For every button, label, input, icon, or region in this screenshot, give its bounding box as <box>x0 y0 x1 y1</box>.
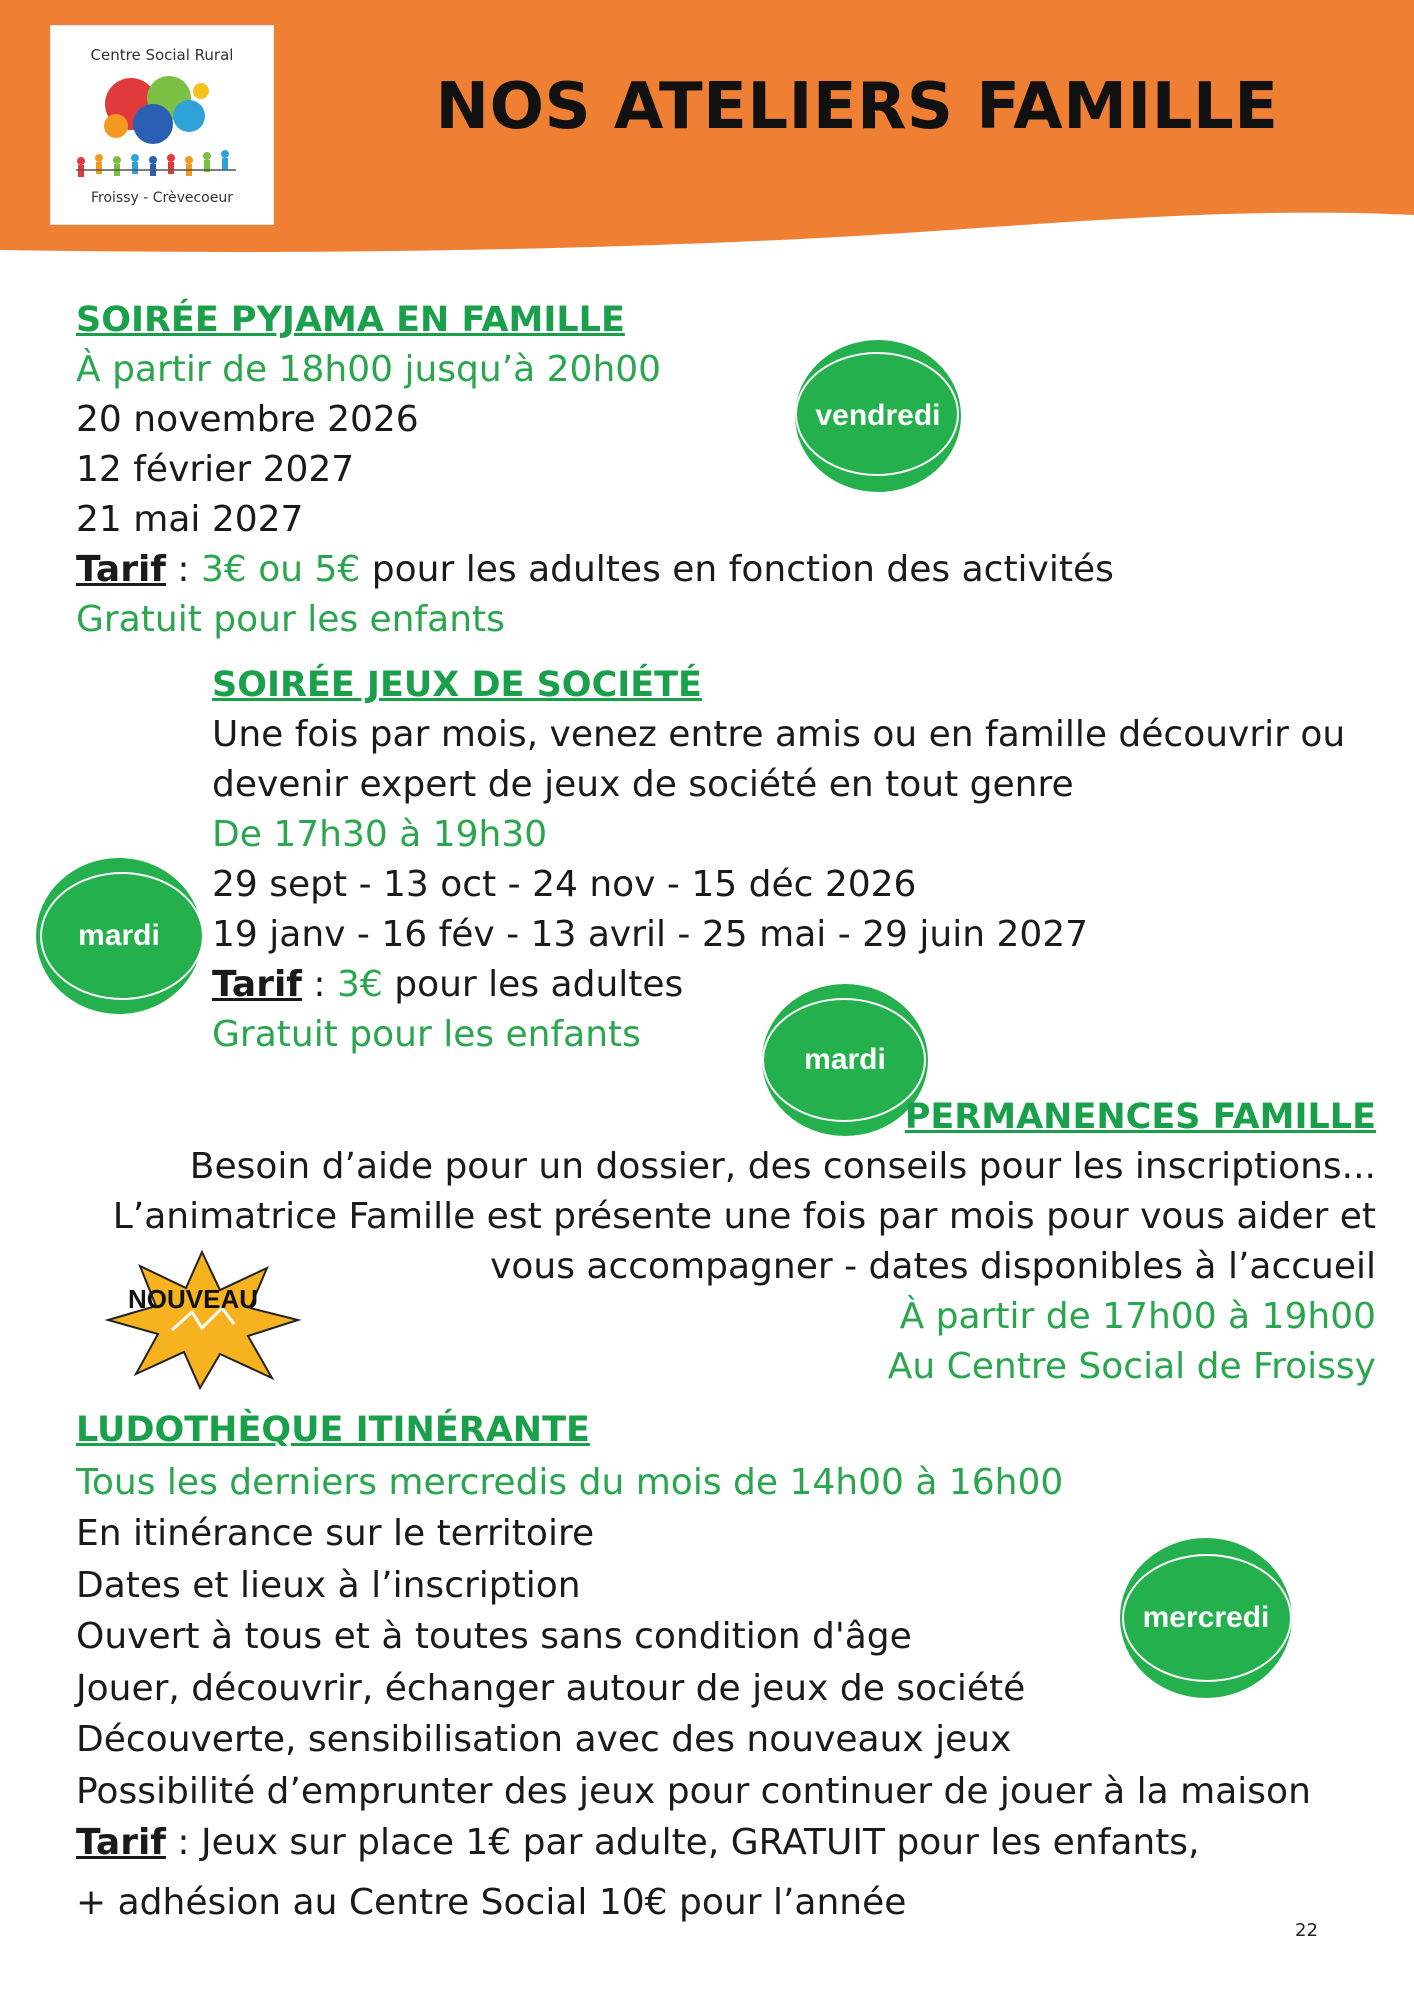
tarif-price: 3€ <box>336 964 383 1005</box>
ludo-line: En itinérance sur le territoire <box>76 1513 595 1554</box>
jeux-free: Gratuit pour les enfants <box>212 1014 641 1055</box>
ludo-heading: LUDOTHÈQUE ITINÉRANTE <box>76 1410 590 1450</box>
pyjama-free: Gratuit pour les enfants <box>76 599 505 640</box>
page-title: NOS ATELIERS FAMILLE <box>435 70 1279 144</box>
section-jeux <box>212 660 1345 1060</box>
jeux-desc: devenir expert de jeux de société en tout genre <box>212 764 1074 805</box>
page-number: 22 <box>1295 1920 1318 1941</box>
tarif-label: Tarif <box>76 549 166 590</box>
permanences-heading: PERMANENCES FAMILLE <box>904 1097 1376 1137</box>
section-permanences <box>113 1092 1376 1392</box>
jeux-tarif: Tarif : 3€ pour les adultes <box>212 964 684 1005</box>
ludo-line: Découverte, sensibilisation avec des nouveaux jeux <box>76 1719 1012 1760</box>
day-badge-mardi: mardi <box>36 858 202 1014</box>
jeux-dates: 29 sept - 13 oct - 24 nov - 15 déc 2026 <box>212 864 917 905</box>
logo-subtitle: Froissy - Crèvecoeur <box>90 190 233 206</box>
ludo-line: Jouer, découvrir, échanger autour de jeux de société <box>76 1667 1026 1709</box>
pyjama-date: 20 novembre 2026 <box>76 399 419 440</box>
permanences-hours: À partir de 17h00 à 19h00 <box>899 1296 1376 1337</box>
pyjama-date: 21 mai 2027 <box>76 499 304 540</box>
tarif-label: Tarif <box>212 964 302 1005</box>
logo-title: Centre Social Rural <box>90 46 234 64</box>
ludo-adhesion: + adhésion au Centre Social 10€ pour l’année <box>76 1881 907 1923</box>
pyjama-date: 12 février 2027 <box>76 449 355 490</box>
ludo-line: Possibilité d’emprunter des jeux pour continuer de jouer à la maison <box>76 1770 1311 1812</box>
pyjama-hours: À partir de 18h00 jusqu’à 20h00 <box>76 349 662 390</box>
nouveau-starburst-icon <box>102 1250 302 1390</box>
ludo-tarif: Tarif : Jeux sur place 1€ par adulte, GRATUIT pour les enfants, <box>76 1822 1200 1863</box>
jeux-desc: Une fois par mois, venez entre amis ou en famille découvrir ou <box>212 714 1346 755</box>
jeux-hours: De 17h30 à 19h30 <box>212 814 548 855</box>
pyjama-heading: SOIRÉE PYJAMA EN FAMILLE <box>76 300 625 340</box>
jeux-dates: 19 janv - 16 fév - 13 avril - 25 mai - 29 juin 2027 <box>212 914 1089 955</box>
pyjama-tarif: Tarif : 3€ ou 5€ pour les adultes en fonction des activités <box>76 549 1114 590</box>
ludo-line: Dates et lieux à l’inscription <box>76 1564 581 1606</box>
tarif-label: Tarif <box>76 1822 166 1863</box>
section-pyjama <box>76 295 1114 645</box>
nouveau-label: NOUVEAU <box>128 1284 259 1314</box>
permanences-place: Au Centre Social de Froissy <box>887 1346 1376 1387</box>
logo-splash-icon <box>61 66 261 186</box>
permanences-text: Besoin d’aide pour un dossier, des conseils pour les inscriptions... <box>189 1146 1376 1187</box>
day-badge-mardi: mardi <box>762 984 928 1136</box>
jeux-heading: SOIRÉE JEUX DE SOCIÉTÉ <box>212 665 702 705</box>
ludo-line: Ouvert à tous et à toutes sans condition d'âge <box>76 1616 912 1657</box>
tarif-price: 3€ ou 5€ <box>200 549 361 590</box>
day-badge-mercredi: mercredi <box>1120 1538 1292 1698</box>
day-badge-vendredi: vendredi <box>795 340 961 492</box>
permanences-text: L’animatrice Famille est présente une fois par mois pour vous aider et <box>112 1196 1376 1237</box>
section-ludo <box>76 1405 1311 1928</box>
permanences-text: vous accompagner - dates disponibles à l’accueil <box>490 1246 1376 1287</box>
ludo-hours: Tous les derniers mercredis du mois de 14h00 à 16h00 <box>76 1461 1064 1503</box>
logo <box>50 25 274 225</box>
